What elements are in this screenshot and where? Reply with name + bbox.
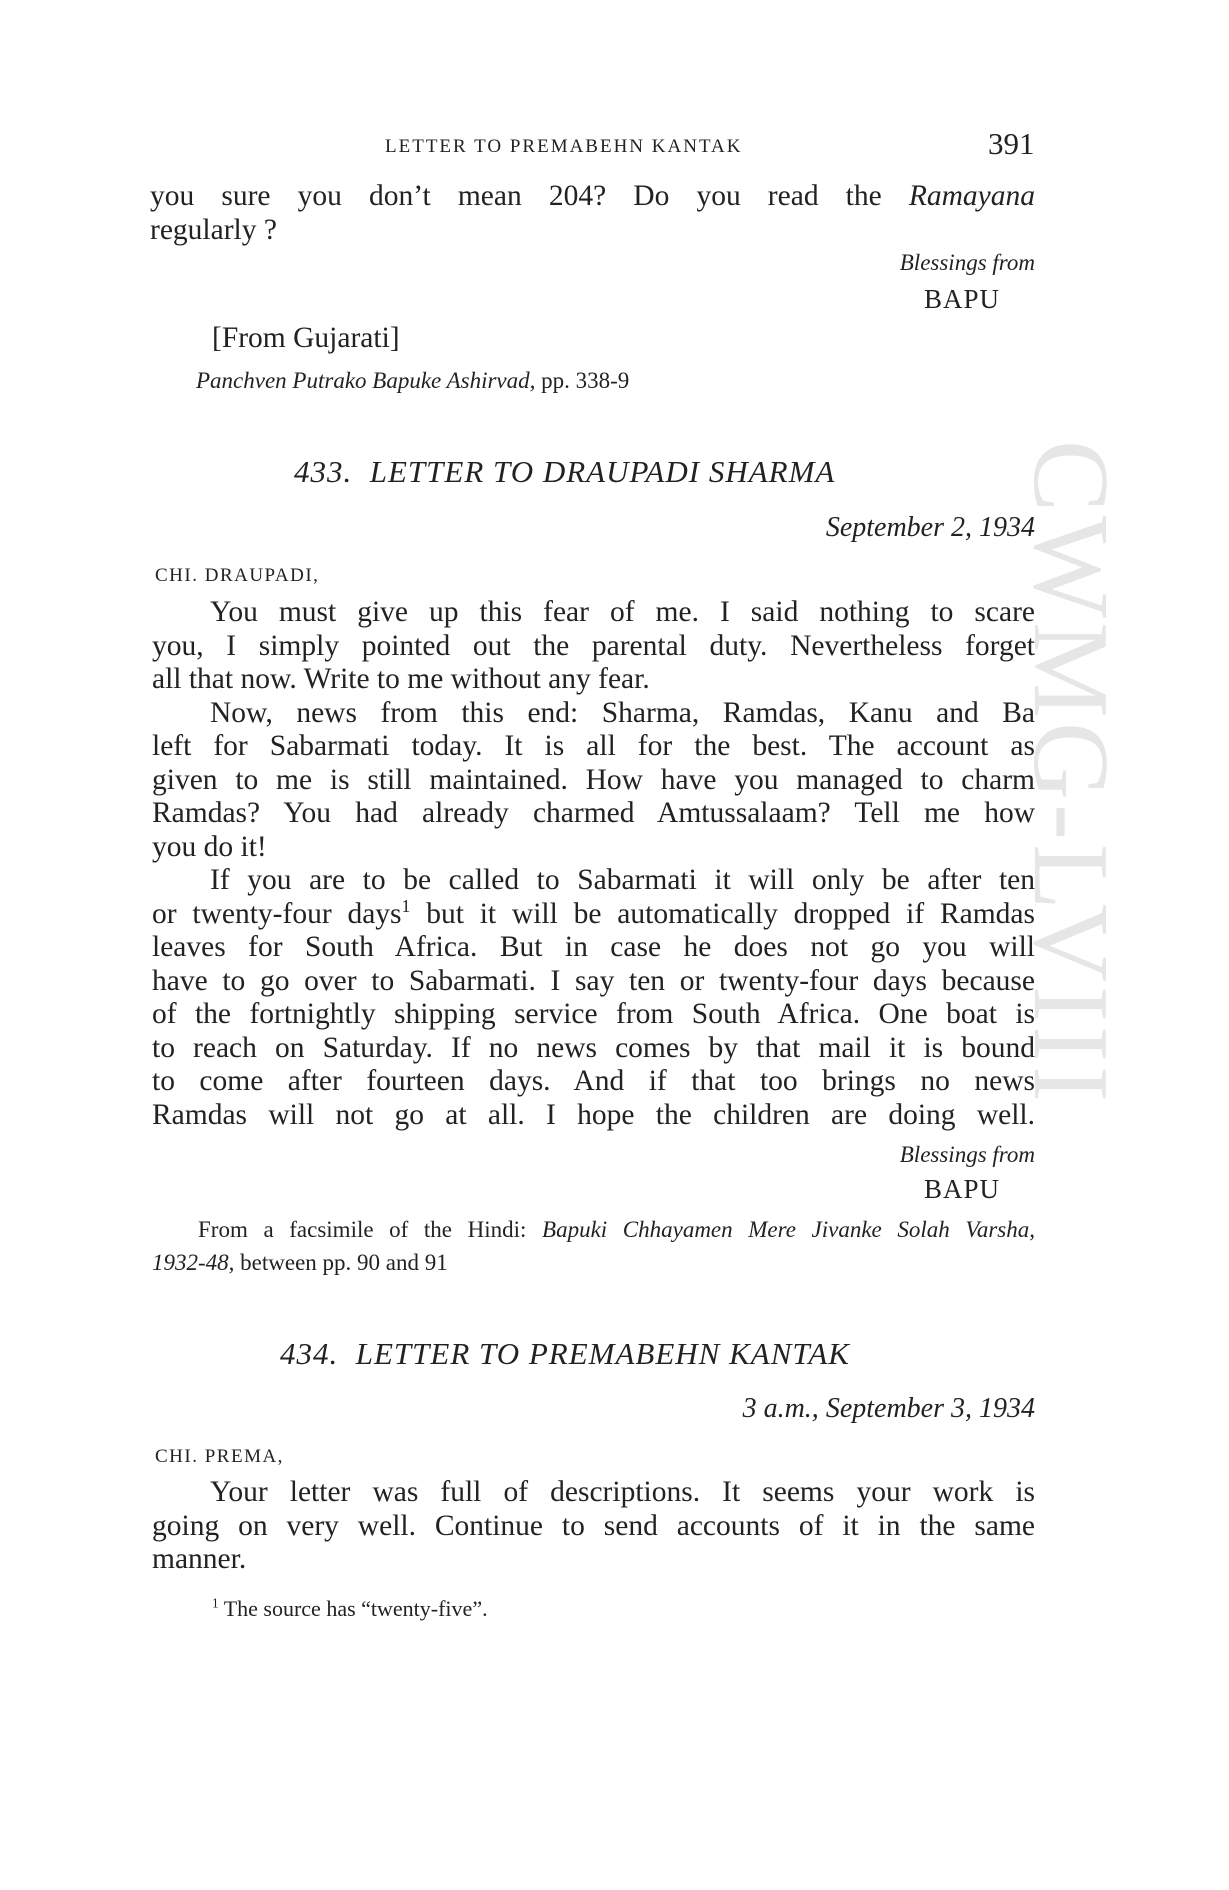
letter-433-title: 433. LETTER TO DRAUPADI SHARMA — [294, 454, 836, 489]
source-language: [From Gujarati] — [212, 322, 400, 354]
para3-line: to reach on Saturday. If no news comes by that mail it is bound — [152, 1031, 1035, 1064]
letter-434-salutation: CHI. PREMA, — [155, 1446, 284, 1467]
blessings-from: Blessings from — [899, 250, 1035, 275]
para3-line: of the fortnightly shipping service from South Africa. One boat is — [152, 998, 1035, 1030]
para1-line: all that now. Write to me without any fear. — [152, 663, 650, 695]
para3-line: to come after fourteen days. And if that too brings no news — [152, 1065, 1035, 1097]
continuation-line-1: you sure you don’t mean 204? Do you read the Ramayana — [150, 180, 1035, 212]
page-number: 391 — [988, 126, 1035, 161]
para3-line: have to go over to Sabarmati. I say ten or twenty-four days because — [152, 964, 1035, 997]
letter-433-source: From a facsimile of the Hindi: Bapuki Chhayamen Mere Jivanke Solah Varsha, 1932-48, between pp. 90 and 91 — [152, 1217, 1035, 1275]
para2-line: left for Sabarmati today. It is all for the best. The account as — [152, 730, 1035, 762]
para3-line: leaves for South Africa. But in case he does not go you will — [152, 931, 1035, 963]
para3-line: or twenty-four days$^1$ but it will be automatically dropped if Ramdas — [152, 895, 1035, 930]
para3-line: If you are to be called to Sabarmati it will only be after ten — [210, 864, 1035, 896]
continuation-text — [150, 180, 1035, 247]
para2-line: Ramdas? You had already charmed Amtussalaam? Tell me how — [152, 797, 1035, 829]
letter-433-body — [152, 596, 1035, 1132]
letter-434-title: 434. LETTER TO PREMABEHN KANTAK — [280, 1336, 850, 1371]
para1-line: You must give up this fear of me. I said nothing to scare — [210, 596, 1035, 628]
footnote: $^1$ The source has “twenty-five”. — [212, 1595, 488, 1621]
letter-433-salutation: CHI. DRAUPADI, — [155, 565, 320, 586]
para3-line: Ramdas will not go at all. I hope the children are doing well. — [152, 1098, 1035, 1131]
letter-434-body — [152, 1476, 1035, 1577]
watermark: CWMG-LVIII — [1011, 440, 1130, 1106]
blessings-from: Blessings from — [899, 1142, 1035, 1167]
para2-line: you do it! — [152, 830, 267, 863]
para1-line: going on very well. Continue to send accounts of it in the same — [152, 1509, 1035, 1542]
signature-bapu: BAPU — [923, 1174, 1000, 1204]
letter-433-date: September 2, 1934 — [825, 512, 1035, 543]
signature-bapu: BAPU — [923, 284, 1000, 314]
continuation-line-2: regularly ? — [150, 213, 277, 246]
letter-434-date: 3 a.m., September 3, 1934 — [742, 1393, 1035, 1424]
para1-line: Your letter was full of descriptions. It seems your work is — [210, 1476, 1035, 1508]
para2-line: given to me is still maintained. How have you managed to charm — [152, 763, 1035, 796]
footnote-ref: 1 — [401, 895, 411, 916]
para1-line: you, I simply pointed out the parental duty. Nevertheless forget — [152, 629, 1035, 662]
running-head: LETTER TO PREMABEHN KANTAK — [385, 136, 743, 157]
para1-line: manner. — [152, 1543, 247, 1575]
para2-line: Now, news from this end: Sharma, Ramdas, Kanu and Ba — [210, 696, 1035, 729]
source-citation: Panchven Putrako Bapuke Ashirvad, pp. 338-9 — [196, 368, 630, 393]
